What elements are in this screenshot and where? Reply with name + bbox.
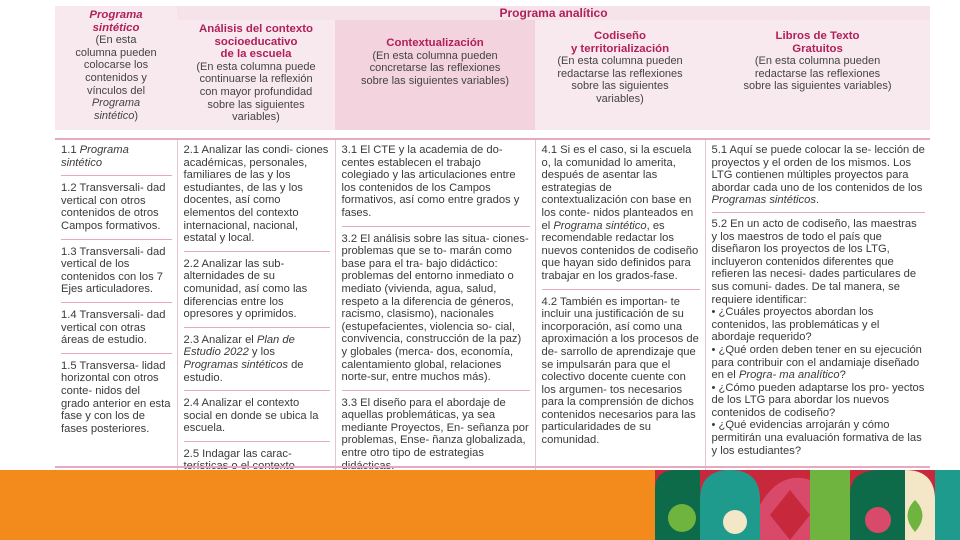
item-5-1-italic: Programas sintéticos bbox=[711, 194, 816, 207]
header-col4-note-2: redactarse las reflexiones bbox=[557, 67, 683, 80]
item-5-1 bbox=[712, 144, 926, 213]
programa-analitico-table bbox=[55, 6, 930, 506]
item-5-1-pre: 5.1 Aquí se puede colocar la se- lección de proyectos y el orden de los mismos. Los LTG contienen múltiples proyectos para abordar cada uno de los contenidos de los bbox=[711, 144, 925, 194]
item-5-1-post: . bbox=[815, 194, 820, 207]
item-2-3-pre: 2.3 Analizar el bbox=[183, 333, 257, 346]
item-1-3: 1.3 Transversali- dad vertical de los contenidos con los 7 Ejes articuladores. bbox=[61, 246, 172, 303]
header-col4-note-1: (En esta columna pueden bbox=[557, 55, 683, 68]
item-4-1-post: , es recomendable redactar los nuevos contenidos de codiseño que hayan sido definidos para trabajar en los grados-fase. bbox=[541, 219, 699, 282]
decorative-pattern-icon bbox=[0, 470, 960, 540]
header-col2-note-1: (En esta columna puede bbox=[196, 60, 316, 73]
header-col2-title-2: socioeducativo bbox=[214, 35, 298, 48]
column-contextualizacion bbox=[335, 139, 535, 506]
header-programa-analitico: Programa analítico bbox=[177, 6, 930, 20]
item-2-3-mid: y los bbox=[248, 346, 275, 359]
item-2-3-post: de estudio. bbox=[183, 358, 304, 384]
header-col2-title-3: de la escuela bbox=[220, 48, 292, 61]
header-col2-note-2: continuarse la reflexión bbox=[199, 73, 313, 86]
header-col5-note-3: sobre las siguientes variables) bbox=[743, 80, 892, 93]
header-col1-note-5: vínculos del bbox=[86, 84, 146, 97]
bullet-3: • ¿Cómo pueden adaptarse los pro- yectos de los LTG para abordar los nuevos contenidos de codiseño? bbox=[711, 381, 925, 419]
item-1-2: 1.2 Transversali- dad vertical con otros contenidos de otros Campos formativos. bbox=[61, 182, 172, 239]
item-3-3: 3.3 El diseño para el abordaje de aquellas problemáticas, ya sea mediante Proyectos, En- señanza por problemas, Ense- ñanza globalizada, entre otro tipo de estrategias bbox=[341, 396, 529, 460]
header-col1-note-end: ) bbox=[134, 109, 139, 122]
item-2-3 bbox=[184, 334, 330, 391]
header-col1-note-1: (En esta bbox=[95, 34, 137, 47]
header-col1-note-4: contenidos y bbox=[85, 71, 147, 84]
item-3-2: 3.2 El análisis sobre las situa- ciones-problemas que se to- marán como base para el tra- bajo didáctico: problemas del entorno inmediato o mediato (vivienda, agua, salud, respeto a la diferencia de géneros, racismo, clasismo), nacionales (estupefacientes, violencia so- cial, convivencia, construcción de la paz) y globales (merca- dos, economía, calentamiento global, relaciones norte-sur, entre muchos más). bbox=[342, 233, 530, 391]
header-col3-note-1: (En esta columna pueden bbox=[372, 49, 498, 62]
header-col1-title-1: Programa bbox=[89, 9, 143, 21]
item-4-2: 4.2 También es importan- te incluir una justificación de su incorporación, así como una aproximación a los procesos de de- sarrollo de aprendizaje que se impulsarán para que el colectivo docente cuente con los argumen- tos necesarios para la comprensión de dichos contenidos necesarios para las particularidades de su comunidad. bbox=[541, 295, 699, 447]
bullet-4: • ¿Qué evidencias arrojarán y cómo permitirán una evaluación formativa de las y los estudiantes? bbox=[711, 419, 922, 457]
item-3-1: 3.1 El CTE y la academia de do- centes establecen el trabajo colegiado y las articulaciones entre los contenidos de los Campos formativos, así como entre grados y fases. bbox=[342, 144, 530, 227]
header-libros-texto bbox=[705, 20, 930, 130]
column-libros-texto bbox=[705, 139, 930, 506]
header-col5-title-1: Libros de Texto bbox=[775, 30, 860, 42]
column-analisis-contexto bbox=[177, 139, 335, 506]
item-1-5: 1.5 Transversa- lidad horizontal con otros conte- nidos del grado anterior en esta fase y con los de fases posteriores. bbox=[61, 359, 171, 435]
item-2-3-italic2: Programas sintéticos bbox=[183, 358, 288, 371]
header-codiseno bbox=[535, 20, 705, 130]
header-col1-note-2: columna pueden bbox=[75, 46, 157, 59]
item-1-1-italic: Programa sintético bbox=[61, 144, 129, 169]
item-4-1-italic: Programa sintético bbox=[553, 219, 647, 232]
header-col2-note-5: variables) bbox=[232, 111, 280, 124]
header-contextualizacion bbox=[335, 20, 535, 130]
item-2-5: 2.5 Indagar las carac- bbox=[183, 447, 292, 460]
header-col5-note-2: redactarse las reflexiones bbox=[754, 67, 881, 80]
bullet-1: • ¿Cuáles proyectos abordan los contenidos, las problemáticas y el abordaje requerido? bbox=[711, 306, 880, 344]
bullet-2-post: ? bbox=[839, 369, 846, 382]
bullet-2-italic: Progra- ma analítico bbox=[738, 369, 840, 382]
header-col3-title: Contextualización bbox=[386, 37, 484, 49]
item-1-1-label: 1.1 bbox=[61, 144, 80, 156]
decorative-banner bbox=[0, 470, 960, 540]
header-col5-note-1: (En esta columna pueden bbox=[754, 55, 881, 68]
item-5-2-intro: 5.2 En un acto de codiseño, las maestras y los maestros de todo el país que diseñaron los proyectos de los LTG, incluyeron contenidos diferentes que refieren las necesi- dades particulares de sus comuni- dades. De tal manera, se requiere identificar: bbox=[711, 217, 917, 306]
header-col1-title-2: sintético bbox=[92, 21, 140, 34]
item-1-1 bbox=[61, 144, 172, 176]
header-col4-note-4: variables) bbox=[596, 92, 644, 105]
header-col3-note-2: concretarse las reflexiones bbox=[369, 62, 501, 75]
header-col2-note-3: con mayor profundidad bbox=[199, 85, 313, 98]
header-col2-note-4: sobre las siguientes bbox=[207, 98, 305, 111]
header-col1-note-italic: Programa bbox=[91, 97, 141, 110]
header-col2-title-1: Análisis del contexto bbox=[199, 23, 313, 35]
header-programa-sintetico bbox=[55, 6, 177, 130]
header-col3-note-3: sobre las siguientes variables) bbox=[361, 74, 509, 87]
header-col4-title-2: y territorialización bbox=[570, 42, 670, 55]
item-1-4: 1.4 Transversali- dad vertical con otras áreas de estudio. bbox=[61, 309, 172, 354]
header-col4-note-3: sobre las siguientes bbox=[571, 80, 669, 93]
item-2-1: 2.1 Analizar las condi- ciones académicas, personales, familiares de las y los estudiantes, de las y los docentes, así como elementos del contexto internacional, nacional, estatal y local. bbox=[184, 144, 330, 252]
column-codiseno bbox=[535, 139, 705, 506]
header-col4-title-1: Codiseño bbox=[594, 30, 646, 42]
item-2-4: 2.4 Analizar el contexto social en donde se ubica la escuela. bbox=[184, 397, 330, 442]
item-4-1 bbox=[542, 144, 700, 290]
item-4-1-pre: 4.1 Si es el caso, si la escuela o, la comunidad lo amerita, después de asentar las estrategias de contextualización con base en los conte- nidos planteados en el bbox=[541, 144, 694, 232]
header-col1-note-3: colocarse los bbox=[83, 59, 149, 72]
table-bottom-rule bbox=[55, 466, 930, 468]
item-2-3-italic: Plan de Estudio 2022 bbox=[183, 333, 295, 359]
header-col1-note-italic2: sintético bbox=[93, 109, 135, 122]
header-col5-title-2: Gratuitos bbox=[792, 42, 843, 55]
bullet-2-pre: • ¿Qué orden deben tener en su ejecución para contribuir con el andamiaje diseñado en el bbox=[711, 343, 922, 382]
bullet-2 bbox=[712, 344, 926, 382]
item-2-2: 2.2 Analizar las sub- alternidades de su comunidad, así como las diferencias entre los opresores y oprimidos. bbox=[184, 258, 330, 328]
header-analisis-contexto bbox=[177, 20, 335, 130]
column-programa-sintetico bbox=[55, 139, 177, 506]
item-5-2 bbox=[712, 218, 926, 457]
